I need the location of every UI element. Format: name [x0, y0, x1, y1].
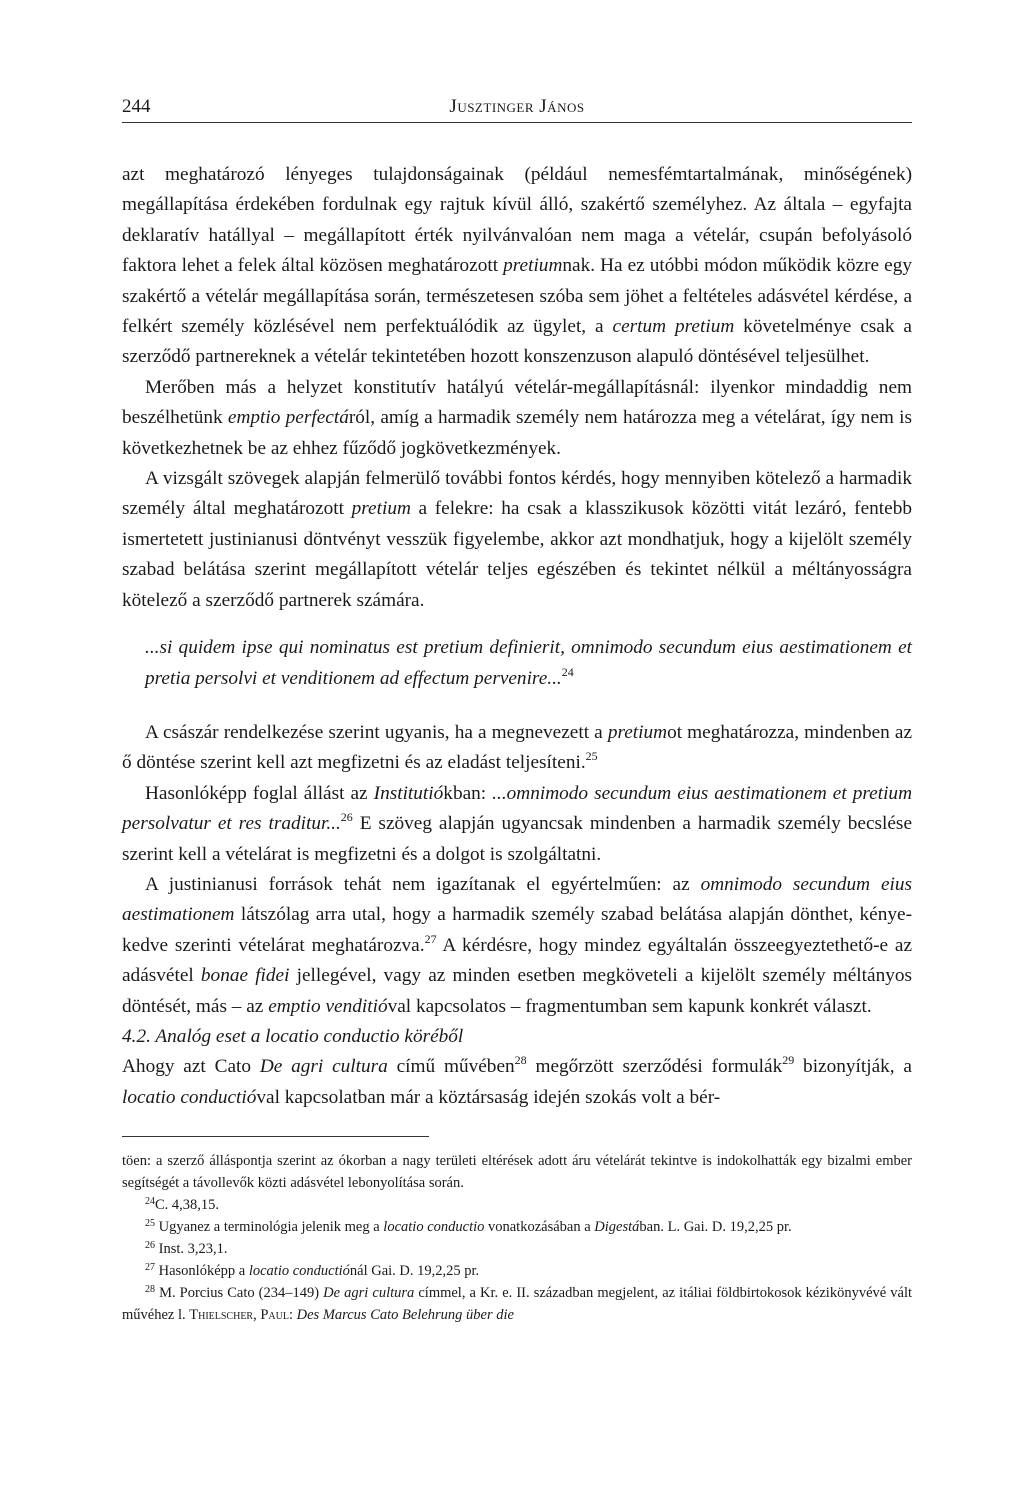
footnote-ref: 25 [585, 749, 598, 764]
section-heading: 4.2. Analóg eset a locatio conductio köréből [122, 1025, 464, 1047]
footnote-ref: 28 [514, 1053, 527, 1068]
paragraph: Hasonlóképp foglal állást az Institutiókban: ...omnimodo secundum eius aestimationem et pretium persolvatur et res traditur...$^{26}$ E szöveg alapján ugyancsak mindenben a harmadik személy becslése szerint kell a vételárat is megfizetni és a dolgot is szolgáltatni. [122, 782, 912, 865]
body-text [122, 160, 912, 1113]
footnote: $^{26}$ Inst. 3,23,1. [145, 1240, 228, 1257]
paragraph: A császár rendelkezése szerint ugyanis, ha a megnevezett a pretiumot meghatározza, mindenben az ő döntése szerint kell azt megfizetni és az eladást teljesíteni.$^{25}$ [122, 721, 912, 774]
footnote: $^{25}$ Ugyanez a terminológia jelenik meg a locatio conductio vonatkozásában a Digestában. L. Gai. D. 19,2,25 pr. [145, 1218, 792, 1235]
page-number: 244 [122, 96, 151, 117]
paragraph: A vizsgált szövegek alapján felmerülő további fontos kérdés, hogy mennyiben kötelező a harmadik személy által meghatározott pretium a felekre: ha csak a klasszikusok közötti vitát lezáró, fentebb ismertetett justinianusi döntvényt vesszük figyelembe, akkor azt mondhatjuk, hogy a kijelölt személy szabad belátása szerint megállapított vételár teljes egészében és tekintet nélkül a méltányosságra kötelező a szerződő partnerek számára. [122, 468, 912, 611]
footnote-ref: 29 [782, 1053, 795, 1068]
footnote-ref: 26 [340, 810, 353, 825]
page-header [122, 96, 912, 123]
paragraph: Merőben más a helyzet konstitutív hatályú vételár-megállapításnál: ilyenkor mindaddig nem beszélhetünk emptio perfectáról, amíg a harmadik személy nem határozza meg a vételárat, így nem is következhetnek be az ehhez fűződő jogkövetkezmények. [122, 376, 912, 459]
latin-quote: ...si quidem ipse qui nominatus est pretium definierit, omnimodo secundum eius aestimationem et pretia persolvi et venditionem ad effectum pervenire...$^{24}$ [145, 637, 912, 689]
paragraph: azt meghatározó lényeges tulajdonságainak (például nemesfémtartalmának, minőségének) megállapítása érdekében fordulnak egy rajtuk kívül álló, szakértő személyhez. Az általa – egyfajta deklaratív hatállyal – megállapított érték nyilvánvalóan nem maga a vételár, csupán befolyásoló faktora lehet a felek által közösen meghatározott pretiumnak. Ha ez utóbbi módon működik közre egy szakértő a vételár megállapítása során, természetesen szóba sem jöhet a feltételes adásvétel kérdése, a felkért személy közlésével nem perfektuálódik az ügylet, a certum pretium követelménye csak a szerződő partnereknek a vételár tekintetében hozott konszenzuson alapuló döntésével teljesülhet. [122, 164, 912, 368]
footnote-separator [122, 1136, 429, 1137]
paragraph: A justinianusi források tehát nem igazítanak el egyértelműen: az omnimodo secundum eius aestimationem látszólag arra utal, hogy a harmadik személy szabad belátása alapján dönthet, kénye-kedve szerinti vételárat meghatározva.$^{27}$ A kérdésre, hogy mindez egyáltalán összeegyeztethető-e az adásvétel bonae fidei jellegével, vagy az minden esetben megköveteli a kijelölt személy méltányos döntését, más – az emptio venditióval kapcsolatos – fragmentumban sem kapunk konkrét választ. [122, 873, 913, 1017]
footnote-ref: 27 [424, 931, 437, 946]
footnote: $^{24}$C. 4,38,15. [145, 1196, 220, 1213]
footnotes [122, 1150, 912, 1326]
footnote-continuation: töen: a szerző álláspontja szerint az ókorban a nagy területi eltérések adott áru vételárát tekintve is indokolhatták egy bizalmi ember segítségét a távollevők közti adásvétel lebonyolítása során. [122, 1153, 912, 1191]
paragraph: Ahogy azt Cato De agri cultura című művében$^{28}$ megőrzött szerződési formulák$^{29}$ bizonyítják, a locatio conductióval kapcsolatban már a köztársaság idején szokás volt a bér- [122, 1053, 912, 1108]
footnote: $^{28}$ M. Porcius Cato (234–149) De agri cultura címmel, a Kr. e. II. században megjelent, az itáliai földbirtokosok kézikönyvévé vált művéhez l. Thielscher, Paul: Des Marcus Cato Belehrung über die [122, 1284, 913, 1323]
running-head: Jusztinger János [449, 96, 585, 117]
footnote-ref: 24 [561, 664, 574, 679]
footnote: $^{27}$ Hasonlóképp a locatio conductiónál Gai. D. 19,2,25 pr. [145, 1262, 480, 1279]
